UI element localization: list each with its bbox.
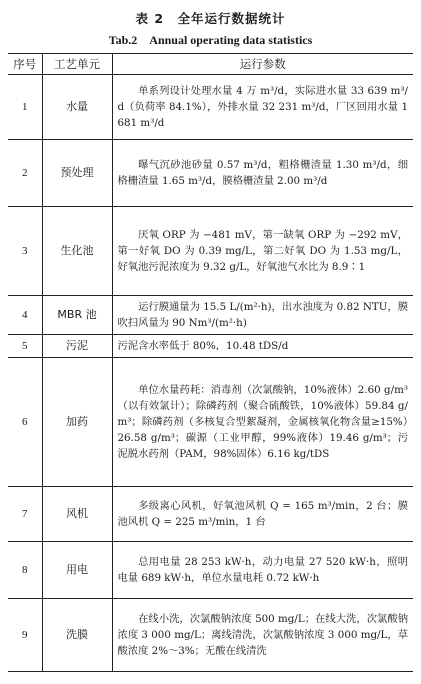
row-unit: 水量 <box>42 75 112 140</box>
row-params: 单位水量药耗：消毒剂（次氯酸钠，10%液体）2.60 g/m³（以有效氯计）；除磷药剂（聚合硫酸铁，10%液体）59.84 g/m³；除磷药剂（多核复合型絮凝剂，金属核氧化物含量≥15%）26.58 g/m³；碳源（工业甲醇，99%液体）19.46 g/m³；污泥脱水药剂（PAM，98%固体）6.16 kg/tDS <box>112 358 413 487</box>
header-unit: 工艺单元 <box>42 54 112 75</box>
row-no: 3 <box>8 207 42 296</box>
table-row <box>8 335 413 358</box>
row-no: 1 <box>8 75 42 140</box>
row-params: 厌氧 ORP 为 −481 mV，第一缺氧 ORP 为 −292 mV，第一好氧 DO 为 0.39 mg/L，第二好氧 DO 为 1.53 mg/L，好氧池污泥浓度为 9.32 g/L，好氧池气水比为 8.9∶1 <box>112 207 413 296</box>
row-params: 运行膜通量为 15.5 L/(m²·h)，出水浊度为 0.82 NTU，膜吹扫风量为 90 Nm³/(m²·h) <box>112 296 413 335</box>
row-no: 4 <box>8 296 42 335</box>
row-params: 在线小洗，次氯酸钠浓度 500 mg/L；在线大洗，次氯酸钠浓度 3 000 mg/L；离线清洗，次氯酸钠浓度 3 000 mg/L，草酸浓度 2%～3%；无酸在线清洗 <box>112 599 413 672</box>
annual-operating-data-table <box>8 53 413 672</box>
row-unit: 加药 <box>42 358 112 487</box>
row-unit: 风机 <box>42 487 112 542</box>
row-unit: MBR 池 <box>42 296 112 335</box>
table-row <box>8 207 413 296</box>
table-header-row <box>8 54 413 75</box>
row-no: 6 <box>8 358 42 487</box>
table-row <box>8 599 413 672</box>
row-no: 8 <box>8 542 42 599</box>
row-no: 5 <box>8 335 42 358</box>
table-title-cn: 表 2 全年运行数据统计 <box>135 11 286 26</box>
row-no: 9 <box>22 629 28 641</box>
header-params: 运行参数 <box>112 54 413 75</box>
header-no: 序号 <box>8 54 42 75</box>
row-params: 总用电量 28 253 kW·h，动力电量 27 520 kW·h，照明电量 689 kW·h，单位水量电耗 0.72 kW·h <box>112 542 413 599</box>
table-title-en: Tab.2 Annual operating data statistics <box>108 33 313 47</box>
row-params: 污泥含水率低于 80%，10.48 tDS/d <box>112 335 413 358</box>
row-params: 曝气沉砂池砂量 0.57 m³/d，粗格栅渣量 1.30 m³/d，细格栅渣量 1.65 m³/d，膜格栅渣量 2.00 m³/d <box>112 140 413 207</box>
table-row <box>8 140 413 207</box>
row-unit: 用电 <box>42 542 112 599</box>
row-no: 2 <box>8 140 42 207</box>
table-row <box>8 75 413 140</box>
row-no: 7 <box>8 487 42 542</box>
row-unit: 污泥 <box>42 335 112 358</box>
row-unit: 洗膜 <box>42 599 112 672</box>
table-row <box>8 487 413 542</box>
row-params: 多级离心风机，好氧池风机 Q = 165 m³/min，2 台；膜池风机 Q = 225 m³/min，1 台 <box>112 487 413 542</box>
row-unit: 生化池 <box>42 207 112 296</box>
table-row <box>8 358 413 487</box>
row-params: 单系列设计处理水量 4 万 m³/d，实际进水量 33 639 m³/d（负荷率 84.1%），外排水量 32 231 m³/d，厂区回用水量 1 681 m³/d <box>112 75 413 140</box>
table-row <box>8 296 413 335</box>
row-unit: 预处理 <box>42 140 112 207</box>
table-row <box>8 542 413 599</box>
